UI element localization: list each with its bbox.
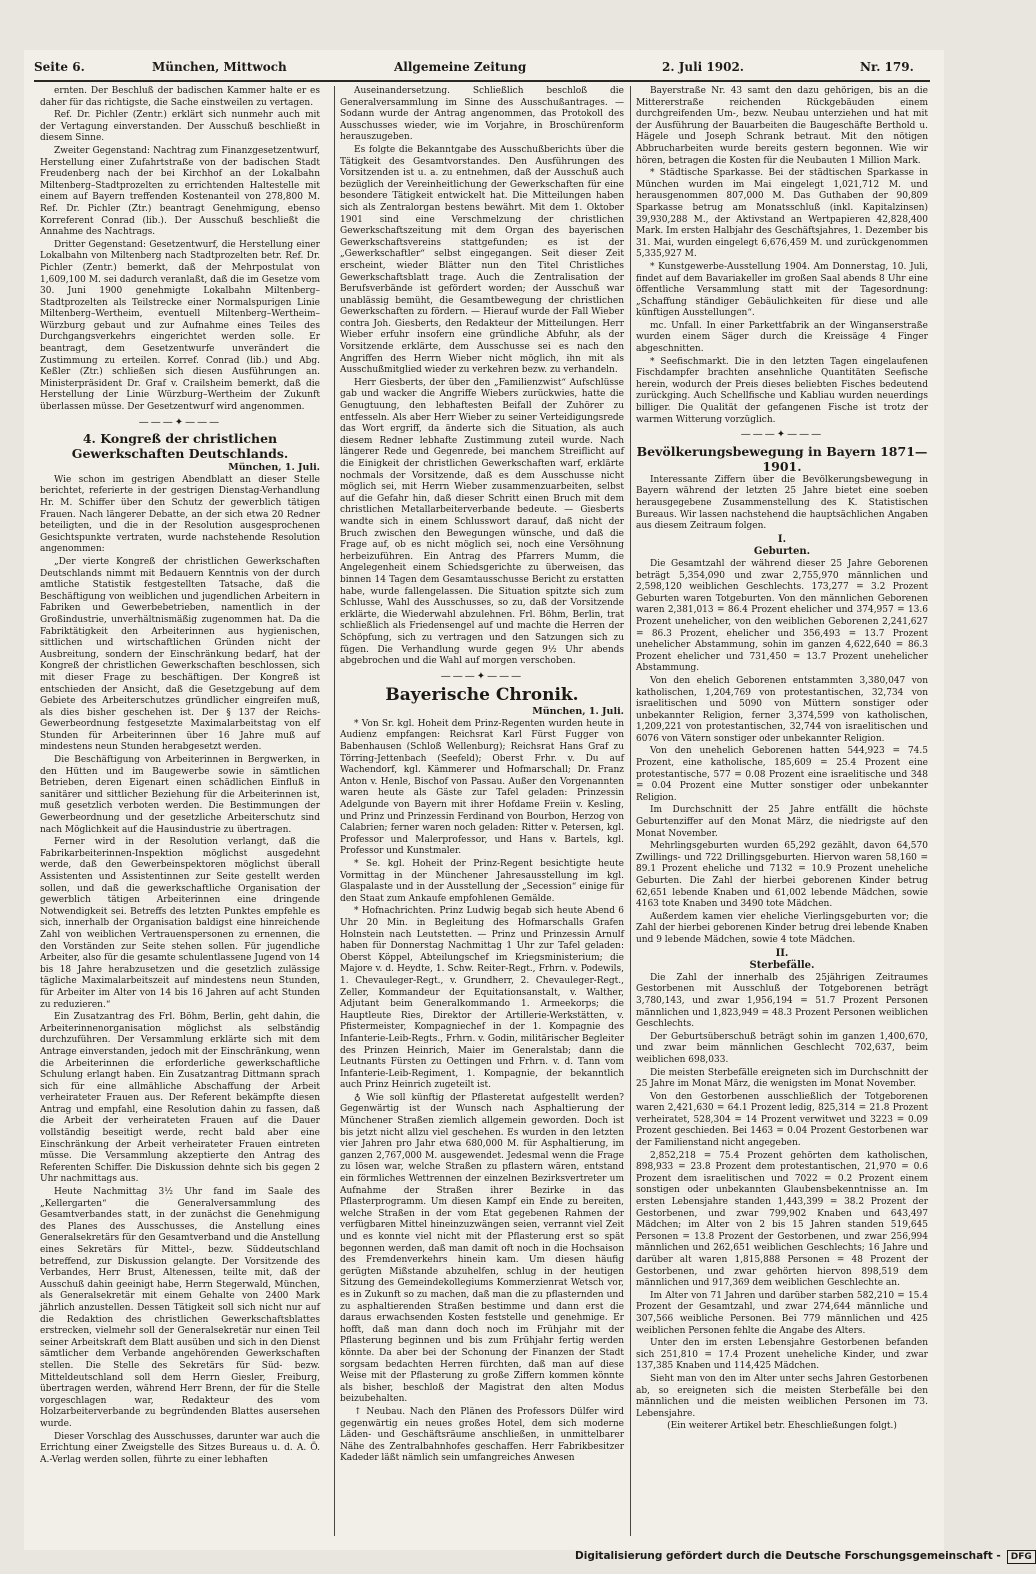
paragraph: mc. Unfall. In einer Parkettfabrik an der Winganserstraße wurden einem Säger durch die Kreissäge 4 Finger abgeschnitten. — [636, 320, 928, 355]
separator: ———✦——— — [440, 670, 524, 682]
column-rule-2 — [630, 86, 631, 1536]
column-3 — [636, 86, 928, 1534]
paragraph: Herr Giesberts, der über den „Familienzwist“ Aufschlüsse gab und wacker die Angriffe Wiebers zurückwies, hatte die Genugtuung, den lebhaftesten Beifall der Zuhörer zu entfesseln. Als aber Herr Wieber zu seiner Verteidigungsrede das Wort ergriff, da änderte sich die Situation, als auch diesem Redner lebhafte Zustimmung zuteil wurde. Nach längerer Rede und Gegenrede, bei manchem Streiflicht auf die Einigkeit der christlichen Gewerkschaften warf, erklärte nochmals der Vorsitzende, daß es dem Ausschusse nicht möglich sei, mit Herrn Wieber zusammenzuarbeiten, selbst auf die Gefahr hin, daß dieser Schritt einen Bruch mit dem christlichen Metallarbeiterverbande bedeute. — Giesberts wandte sich in einem Schlusswort darauf, daß nicht der Bruch zwischen den Bewegungen wünsche, und daß die Frage auf, ob es nicht möglich sei, noch eine Versöhnung herbeizuführen. Ein Antrag des Pfarrers Mumm, die Angelegenheit einem Schiedsgerichte zu überweisen, das binnen 14 Tagen dem Gesamtausschusse Bericht zu erstatten habe, wurde fallengelassen. Die Situation spitzte sich zum Schlusse, Wahl des Ausschusses, so zu, daß der Vorsitzende erklärte, die Wiederwahl abzulehnen. Frl. Böhm, Berlin, trat schließlich als Friedensengel auf und machte die Herren der Schöpfung, sich zu vertragen und den Satzungen sich zu fügen. Die Verhandlung wurde gegen 9½ Uhr abends abgebrochen und die Wahl auf morgen verschoben. — [340, 377, 624, 667]
paper-title: Allgemeine Zeitung — [394, 60, 527, 74]
paragraph: Von den unehelich Geborenen hatten 544,923 = 74.5 Prozent, eine katholische, 185,609 = 25.4 Prozent eine protestantische, 577 = 0.08 Prozent eine israelitische und 348 = 0.04 Prozent eine Mutter sonstiger oder unbekannter Religion. — [636, 746, 928, 803]
paragraph: Die Gesamtzahl der während dieser 25 Jahre Geborenen beträgt 5,354,090 und zwar 2,755,970 männlichen und 2,598,120 weiblichen Geschlechts. 173,277 = 3.2 Prozent Geburten waren Totgeburten. Von den männlichen Geborenen waren 2,381,013 = 86.4 Prozent ehelicher und 374,957 = 13.6 Prozent unehelicher, von den weiblichen Geborenen 2,241,627 = 86.3 Prozent, ehelicher und 356,493 = 13.7 Prozent unehelicher Abstammung, sohin im ganzen 4,622,640 = 86.3 Prozent ehelicher und 731,450 = 13.7 Prozent unehelicher Abstammung. — [636, 558, 928, 674]
paragraph: Ein Zusatzantrag des Frl. Böhm, Berlin, geht dahin, die Arbeiterinnenorganisation möglichst als selbständig durchzuführen. Der Versammlung erklärte sich mit dem Antrage einverstanden, jedoch mit der Einschränkung, wenn die Arbeiterinnen die erforderliche gewerkschaftliche Schulung erlangt haben. Ein Zusatzantrag Dittmann sprach sich für eine allmähliche Abschaffung der Arbeit verheirateter Frauen aus. Der Referent bekämpfte diesen Antrag und empfahl, eine Resolution dahin zu fassen, daß die Arbeit der verheirateten Frauen auf die Dauer vollständig beseitigt werde, recht bald aber eine Einschränkung der Arbeit verheirateter Frauen eintreten müsse. Die Versammlung akzeptierte den Antrag des Referenten Schiffer. Die Diskussion dehnte sich bis gegen 2 Uhr nachmittags aus. — [40, 1012, 320, 1185]
footer-text: Digitalisierung gefördert durch die Deutsche Forschungsgemeinschaft - — [575, 1550, 1001, 1562]
paragraph: * Von Sr. kgl. Hoheit dem Prinz-Regenten wurden heute in Audienz empfangen: Reichsrat Karl Fürst Fugger von Babenhausen (Schloß Wellenburg); Reichsrat Hans Graf zu Törring-Jettenbach (Seefeld); Oberst Frhr. v. Du auf Wachendorf, kgl. Kämmerer und Hofmarschall; Dr. Franz Anton v. Henle, Bischof von Passau. Außer den Vorgenannten waren heute als Gäste zur Tafel geladen: Prinzessin Adelgunde von Bayern mit ihrer Hofdame Freiin v. Kesling, und Prinz und Prinzessin Ferdinand von Bourbon, Herzog von Calabrien; ferner waren noch geladen: Ritter v. Petersen, kgl. Professor und Malerprofessor, und Hans v. Bartels, kgl. Professor und Kunstmaler. — [340, 718, 624, 857]
paragraph: Dritter Gegenstand: Gesetzentwurf, die Herstellung einer Lokalbahn von Miltenberg nach Stadtprozelten betr. Ref. Dr. Pichler (Zentr.) bemerkt, daß der Mehrpostulat von 1,609,100 M. sei dadurch veranlaßt, daß die im Gesetze vom 30. Juni 1900 genehmigte Lokalbahn Miltenberg–Stadtprozelten als Teilstrecke einer Normalspurigen Linie Miltenberg–Wertheim, eventuell Miltenberg–Wertheim–Würzburg gebaut und zur Aufnahme eines Teiles des Durchgangsverkehrs eingerichtet werden solle. Er beantragt, dem Gesetzentwurfe unverändert die Zustimmung zu erteilen. Korref. Conrad (lib.) und Abg. Keßler (Ztr.) schließen sich diesen Ausführungen an. Ministerpräsident Dr. Graf v. Crailsheim bemerkt, daß die Herstellung der Linie Würzburg–Wertheim der Zukunft überlassen müsse. Der Gesetzentwurf wird angenommen. — [40, 239, 320, 413]
paragraph: Unter den im ersten Lebensjahre Gestorbenen befanden sich 251,810 = 17.4 Prozent uneheliche Kinder, und zwar 137,385 Knaben und 114,425 Mädchen. — [636, 1338, 928, 1372]
issue-number: Nr. 179. — [860, 60, 914, 74]
paragraph: Von den Gestorbenen ausschließlich der Totgeborenen waren 2,421,630 = 64.1 Prozent ledig, 825,314 = 21.8 Prozent verheiratet, 528,304 = 14 Prozent verwitwet und 3223 = 0.09 Prozent geschieden. Bei 1463 = 0.04 Prozent Gestorbenen war der Familienstand nicht angegeben. — [636, 1091, 928, 1149]
paragraph: * Se. kgl. Hoheit der Prinz-Regent besichtigte heute Vormittag in der Münchener Jahresausstellung im kgl. Glaspalaste und in der Ausstellung der „Secession“ einige für den Staat zum Ankaufe empfohlenen Gemälde. — [340, 859, 624, 904]
continuation-note: (Ein weiterer Artikel betr. Eheschließungen folgt.) — [667, 1421, 897, 1432]
paragraph: Der Geburtsüberschuß beträgt sohin im ganzen 1,400,670, und zwar beim männlichen Geschlecht 702,637, beim weiblichen 698,033. — [636, 1031, 928, 1065]
page-margin-top — [0, 0, 1000, 50]
paragraph: 2,852,218 = 75.4 Prozent gehörten dem katholischen, 898,933 = 23.8 Prozent dem protestantischen, 21,970 = 0.6 Prozent dem israelitischen und 7022 = 0.2 Prozent einem sonstigen oder unbekannten Glaubensbekenntnisse an. Im ersten Lebensjahre standen 1,443,399 = 38.2 Prozent der Gestorbenen, und zwar 799,902 Knaben und 643,497 Mädchen; im Alter von 2 bis 15 Jahren standen 519,645 Personen = 13.8 Prozent der Gestorbenen, und zwar 256,994 männlichen und 262,651 weiblichen Geschlechts; 16 Jahre und darüber alt waren 1,815,888 Personen = 48 Prozent der Gestorbenen, und zwar gehörten hiervon 898,519 dem männlichen und 917,369 dem weiblichen Geschlechte an. — [636, 1150, 928, 1289]
headline-chronik: Bayerische Chronik. — [385, 685, 579, 706]
paragraph: Ref. Dr. Pichler (Zentr.) erklärt sich nunmehr auch mit der Vertagung einverstanden. Der Ausschuß beschließt in diesem Sinne. — [40, 110, 320, 144]
paragraph: Außerdem kamen vier eheliche Vierlingsgeburten vor; die Zahl der hierbei geborenen Kinder betrug drei lebende Knaben und 9 lebende Mädchen, sowie 4 tote Mädchen. — [636, 911, 928, 945]
dateline: München, 1. Juli. — [228, 462, 320, 474]
digitization-footer — [575, 1550, 1036, 1564]
place-day: München, Mittwoch — [152, 60, 287, 74]
dateline: München, 1. Juli. — [532, 706, 624, 718]
section-number: II. — [775, 947, 789, 959]
section-number: I. — [777, 533, 787, 545]
section-title: Sterbefälle. — [749, 960, 815, 972]
paragraph: ♁ Wie soll künftig der Pflasteretat aufgestellt werden? Gegenwärtig ist der Wunsch nach Asphaltierung der Münchener Straßen ziemlich allgemein geworden. Doch ist bis jetzt nicht allzu viel geschehen. Es wurden in den letzten vier Jahren pro Jahr etwa 680,000 M. für Asphaltierung, im ganzen 2,767,000 M. ausgewendet. Jedesmal wenn die Frage zu lösen war, welche Straßen zu pflastern wären, entstand ein förmliches Wettrennen der einzelnen Bezirksvertreter um Aufnahme der Straßen ihrer Bezirke in das Pflasterprogramm. Um diesen Kampf ein Ende zu bereiten, welche Straßen in der vom Etat gegebenen Rahmen der verfügbaren Mittel hineinzuzwängen seien, verrannt viel Zeit und es konnte viel nicht mit der Pflasterung erst so spät begonnen werden, daß man damit oft noch in die Hochsaison des Fremdenverkehrs hinein kam. Um diesen häufig gerügten Mißstande abzuhelfen, schlug in der heutigen Sitzung des Gemeindekollegiums Kommerzienrat Wetsch vor, es in Zukunft so zu machen, daß man die zu pflasternden und zu asphaltierenden Straßen bestimme und dann erst die daraus erwachsenden Kosten feststelle und genehmige. Er hofft, daß man dann doch noch im Frühjahr mit der Pflasterung beginnen und bis zum Frühjahr fertig werden könnte. Da aber bei der Schonung der Finanzen der Stadt sorgsam bedachten Herren fürchten, daß man auf diese Weise mit der Pflasterung zu große Ziffern kommen könnte als bisher, beschloß der Magistrat den alten Modus beizubehalten. — [340, 1092, 624, 1405]
column-rule-1 — [334, 86, 335, 1536]
paragraph: * Hofnachrichten. Prinz Ludwig begab sich heute Abend 6 Uhr 20 Min. in Begleitung des Hofmarschalls Grafen Holnstein nach Leutstetten. — Prinz und Prinzessin Arnulf haben für Donnerstag Nachmittag 1 Uhr zur Tafel geladen: Oberst Köppel, Abteilungschef im Kriegsministerium; die Majore v. d. Heydte, 1. Schw. Reiter-Regt., Frhrn. v. Podewils, 1. Chevauleger-Regt., v. Grundherr, 2. Chevauleger-Regt., Zeller, Kommandeur der Equitationsanstalt, v. Walther, Adjutant beim Generalkommando 1. Armeekorps; die Hauptleute Ries, Direktor der Artillerie-Werkstätten, v. Pfistermeister, Kompagniechef in der 1. Kompagnie des Infanterie-Leib-Regts., Frhrn. v. Godin, militärischer Begleiter des Prinzen Heinrich, Maier im Generalstab; dann die Leutnants Fürsten zu Oettingen und Frhrn. v. d. Tann vom Infanterie-Leib-Regiment, 1. Kompagnie, der bekanntlich auch Prinz Heinrich zugeteilt ist. — [340, 906, 624, 1091]
paragraph: Von den ehelich Geborenen entstammten 3,380,047 von katholischen, 1,204,769 von protestantischen, 32,734 von israelitischen und 5090 von Müttern sonstiger oder unbekannter Religion, ferner 3,374,599 von katholischen, 1,209,221 von protestantischen, 32,744 von israelitischen und 6076 von Vätern sonstiger oder unbekannter Religion. — [636, 675, 928, 744]
page-number: Seite 6. — [34, 60, 85, 74]
paragraph: Im Alter von 71 Jahren und darüber starben 582,210 = 15.4 Prozent der Gesamtzahl, und zwar 274,644 männliche und 307,566 weibliche Personen. Bei 779 männlichen und 425 weiblichen Personen fehlte die Angabe des Alters. — [636, 1290, 928, 1336]
headline-bevoelkerung: Bevölkerungsbewegung in Bayern 1871—1901. — [636, 443, 928, 474]
paragraph: * Städtische Sparkasse. Bei der städtischen Sparkasse in München wurden im Mai eingelegt 1,021,712 M. und herausgenommen 807,000 M. Das Guthaben der 90,809 Sparkasse betrug am Monatsschluß (inkl. Kapitalzinsen) 39,930,288 M., der Aktivstand an Wertpapieren 42,828,400 Mark. Im ersten Halbjahr des Geschäftsjahres, 1. Dezember bis 31. Mai, wurden eingelegt 6,676,459 M. und zurückgenommen 5,335,927 M. — [636, 168, 928, 260]
paragraph: Bayerstraße Nr. 43 samt den dazu gehörigen, bis an die Mittererstraße reichenden Rückgebäuden einem durchgreifenden Um-, bezw. Neubau unterziehen und hat mit der Ausführung der Bauarbeiten die Baugeschäfte Berthold u. Hägele und Joseph Schrank betraut. Mit den nötigen Abbrucharbeiten wurde bereits gestern begonnen. Wie wir hören, betragen die Kosten für die Neubauten 1 Million Mark. — [636, 86, 928, 166]
dfg-logo: DFG — [1007, 1550, 1036, 1564]
paragraph: Mehrlingsgeburten wurden 65,292 gezählt, davon 64,570 Zwillings- und 722 Drillingsgeburten. Hiervon waren 58,160 = 89.1 Prozent eheliche und 7132 = 10.9 Prozent uneheliche Geburten. Die Zahl der hierbei geborenen Kinder betrug 62,651 lebende Knaben und 61,002 lebende Mädchen, sowie 4163 tote Knaben und 3490 tote Mädchen. — [636, 841, 928, 910]
paragraph: * Seefischmarkt. Die in den letzten Tagen eingelaufenen Fischdampfer brachten ansehnliche Quantitäten Seefische herein, wodurch der Preis dieses beliebten Fisches bedeutend zurückging. Auch Schellfische und Kabliau wurden neuerdings billiger. Die Qualität der gefangenen Fische ist trotz der warmen Witterung vorzüglich. — [636, 356, 928, 425]
paragraph: Auseinandersetzung. Schließlich beschloß die Generalversammlung im Sinne des Ausschußantrages. — Sodann wurde der Antrag angenommen, das Protokoll des Ausschusses wieder, wie im Vorjahre, in Broschürenform herauszugeben. — [340, 86, 624, 143]
paragraph: Zweiter Gegenstand: Nachtrag zum Finanzgesetzentwurf, Herstellung einer Zufahrtstraße von der badischen Stadt Freudenberg nach der bei Kirchhof an der Lokalbahn Miltenberg–Stadtprozelten zu errichtenden Haltestelle mit einem auf Bayern treffenden Kostenanteil von 278,800 M. Ref. Dr. Pichler (Ztr.) beantragt Genehmigung, ebenso Korreferent Conrad (lib.). Der Ausschuß beschließt die Annahme des Nachtrags. — [40, 145, 320, 238]
page-header — [34, 58, 930, 82]
separator: ———✦——— — [740, 429, 824, 441]
column-2 — [340, 86, 624, 1534]
paragraph: ↑ Neubau. Nach den Plänen des Professors Dülfer wird gegenwärtig ein neues großes Hotel, dem sich moderne Läden- und Geschäftsräume anschließen, in unmittelbarer Nähe des Zentralbahnhofes geschaffen. Herr Fabrikbesitzer Kadeder läßt nämlich sein umfangreiches Anwesen — [340, 1406, 624, 1464]
separator: ———✦——— — [138, 416, 222, 428]
headline-kongress: 4. Kongreß der christlichen Gewerkschaften Deutschlands. — [71, 431, 289, 462]
paragraph: Die meisten Sterbefälle ereigneten sich im Durchschnitt der 25 Jahre im Monat März, die wenigsten im Monat November. — [636, 1067, 928, 1090]
column-1 — [40, 86, 320, 1534]
paragraph: Interessante Ziffern über die Bevölkerungsbewegung in Bayern während der letzten 25 Jahre bietet eine soeben herausgegebene Zusammenstellung des K. Statistischen Bureaus. Wir lassen nachstehend die hauptsächlichen Angaben aus diesem Zeitraum folgen. — [636, 474, 928, 532]
paragraph: Die Zahl der innerhalb des 25jährigen Zeitraumes Gestorbenen mit Ausschluß der Totgeborenen beträgt 3,780,143, und zwar 1,956,194 = 51.7 Prozent Personen männlichen und 1,823,949 = 48.3 Prozent Personen weiblichen Geschlechts. — [636, 972, 928, 1030]
paragraph: Im Durchschnitt der 25 Jahre entfällt die höchste Geburtenziffer auf den Monat März, die niedrigste auf den Monat November. — [636, 805, 928, 839]
paragraph: * Kunstgewerbe-Ausstellung 1904. Am Donnerstag, 10. Juli, findet auf dem Bavariakeller im großen Saal abends 8 Uhr eine öffentliche Versammlung statt mit der Tagesordnung: „Schaffung ständiger Gebäulichkeiten für diese und alle künftigen Ausstellungen“. — [636, 261, 928, 319]
paragraph: Sieht man von den im Alter unter sechs Jahren Gestorbenen ab, so ereigneten sich die meisten Sterbefälle bei den männlichen und die meisten weiblichen Personen im 73. Lebensjahre. — [636, 1373, 928, 1419]
paragraph: Heute Nachmittag 3½ Uhr fand im Saale des „Kellergarten“ die Generalversammlung des Gesamtverbandes statt, in der zunächst die Genehmigung des Planes des Ausschusses, die Anstellung eines Generalsekretärs für den Gesamtverband und die Anstellung eines Sekretärs für Mittel-, bezw. Süddeutschland betreffend, zur Diskussion gelangte. Der Vorsitzende des Verbandes, Herr Brust, Altenessen, teilte mit, daß der Ausschuß dahin geeinigt habe, Herrn Stegerwald, München, als Generalsekretär mit einem Gehalte von 2400 Mark jährlich anzustellen. Dessen Tätigkeit soll sich nicht nur auf die Redaktion des christlichen Gewerkschaftsblattes erstrecken, vielmehr soll der Generalsekretär nur einen Teil seiner Arbeitskraft dem Blatt ausüben und sich in den Dienst sämtlicher dem Verbande angehörenden Gewerkschaften stellen. Die Stelle des Sekretärs für Süd- bezw. Mitteldeutschland soll dem Herrn Giesler, Freiburg, übertragen werden, während Herr Brenn, der für die Stelle vorgeschlagen war, Redakteur des vom Holzarbeiterverbande zu begründenden Blattes ausersehen wurde. — [40, 1187, 320, 1429]
paragraph: Die Beschäftigung von Arbeiterinnen in Bergwerken, in den Hütten und im Baugewerbe sowie in sämtlichen Betrieben, deren Eigenart einen schädlichen Einfluß in sanitärer und sittlicher Beziehung für die Arbeiterinnen ist, muß gesetzlich verboten werden. Die Bestimmungen der Gewerbeordnung und der gesetzliche Arbeiterschutz sind nach Möglichkeit auf die Hausindustrie zu übertragen. — [40, 755, 320, 835]
paragraph: „Der vierte Kongreß der christlichen Gewerkschaften Deutschlands nimmt mit Bedauern Kenntnis von der durch amtliche Statistik festgestellten Tatsache, daß die Beschäftigung von weiblichen und jugendlichen Arbeitern in Fabriken und Gewerbebetrieben, namentlich in der Großindustrie, unverhältnismäßig zugenommen hat. Da die Fabriktätigkeit den Arbeiterinnen aus hygienischen, sittlichen und wirtschaftlichen Gründen nicht der Ausbreitung, sondern der Einschränkung bedarf, hat der Kongreß der christlichen Gewerkschaften beschlossen, sich mit dieser Frage zu beschäftigen. Der Kongreß ist entschieden der Ansicht, daß die Gesetzgebung auf dem Gebiete des Arbeiterschutzes gründlicher eingreifen muß, als dies bisher geschehen ist. Der § 137 der Reichs-Gewerbeordnung festgesetzte Maximalarbeitstag von elf Stunden für Arbeiterinnen über 16 Jahre muß auf mindestens neun Stunden herabgesetzt werden. — [40, 556, 320, 753]
paragraph: Wie schon im gestrigen Abendblatt an dieser Stelle berichtet, referierte in der gestrigen Dienstag-Verhandlung Hr. M. Schiffer über den Schutz der gewerblich tätigen Frauen. Nach längerer Debatte, an der sich etwa 20 Redner beteiligten, und die in der Resolution ausgesprochenen Gesichtspunkte vertraten, wurde nachstehende Resolution angenommen: — [40, 474, 320, 555]
paragraph: Dieser Vorschlag des Ausschusses, darunter war auch die Errichtung einer Zweigstelle des Sitzes Bureaus u. d. A. Ö. A.-Verlag werden sollen, führte zu einer lebhaften — [40, 1431, 320, 1465]
paragraph: ernten. Der Beschluß der badischen Kammer halte er es daher für das richtigste, die Sache einstweilen zu vertagen. — [40, 86, 320, 108]
paragraph: Es folgte die Bekanntgabe des Ausschußberichts über die Tätigkeit des Gesamtvorstandes. Den Ausführungen des Vorsitzenden ist u. a. zu entnehmen, daß der Ausschuß auch bezüglich der Vereinheitlichung der Gewerkschaften für eine besondere Tätigkeit entwickelt hat. Die Mitteilungen haben sich als Zentralorgan bestens bewährt. Mit dem 1. Oktober 1901 sind eine Verschmelzung der christlichen Gewerkschaftszeitung mit dem Organ des bayerischen Gewerkschaftsvereins stattgefunden; es ist der „Gewerkschaftler“ selbst eingegangen. Seit dieser Zeit erscheint, wieder Blätter nun den Titel Christliches Gewerkschaftsblatt trage. Auch die Zentralisation der Berufsverbände ist gefördert worden; der Ausschuß war unablässig bemüht, die Gesamtbewegung der christlichen Gewerkschaften zu fördern. — Hierauf wurde der Fall Wieber contra Joh. Giesberts, den Redakteur der Mitteilungen. Herr Wieber erfuhr insofern eine gründliche Abfuhr, als der Vorsitzende erklärte, dem Ausschusse sei es nach den Angriffen des Herrn Wieber nicht möglich, ihn mit als Ausschußmitglied wieder zu verkehren bezw. zu verhandeln. — [340, 144, 624, 376]
paragraph: Ferner wird in der Resolution verlangt, daß die Fabrikarbeiterinnen-Inspektion möglichst ausgedehnt werde, daß den Gewerbeinspektoren möglichst überall Assistenten und Assistentinnen zur Seite gestellt werden sollen, und daß die gewerkschaftliche Organisation der gewerblich tätigen Arbeiterinnen eine dringende Notwendigkeit sei. Betreffs des letzten Punktes empfehle es sich, innerhalb der Organisation baldigst eine hinreichende Zahl von weiblichen Vertrauenspersonen zu ernennen, die den Vorständen zur Seite stehen sollen. Für jugendliche Arbeiter, also für die gesamte schulentlassene Jugend von 14 bis 18 Jahre herabzusetzen und die gesetzlich zulässige tägliche Maximalarbeitszeit auf mindestens neun Stunden, für Arbeiter im Alter von 14 bis 16 Jahren auf acht Stunden zu reduzieren.“ — [40, 837, 320, 1010]
section-title: Geburten. — [753, 546, 811, 558]
issue-date: 2. Juli 1902. — [662, 60, 744, 74]
